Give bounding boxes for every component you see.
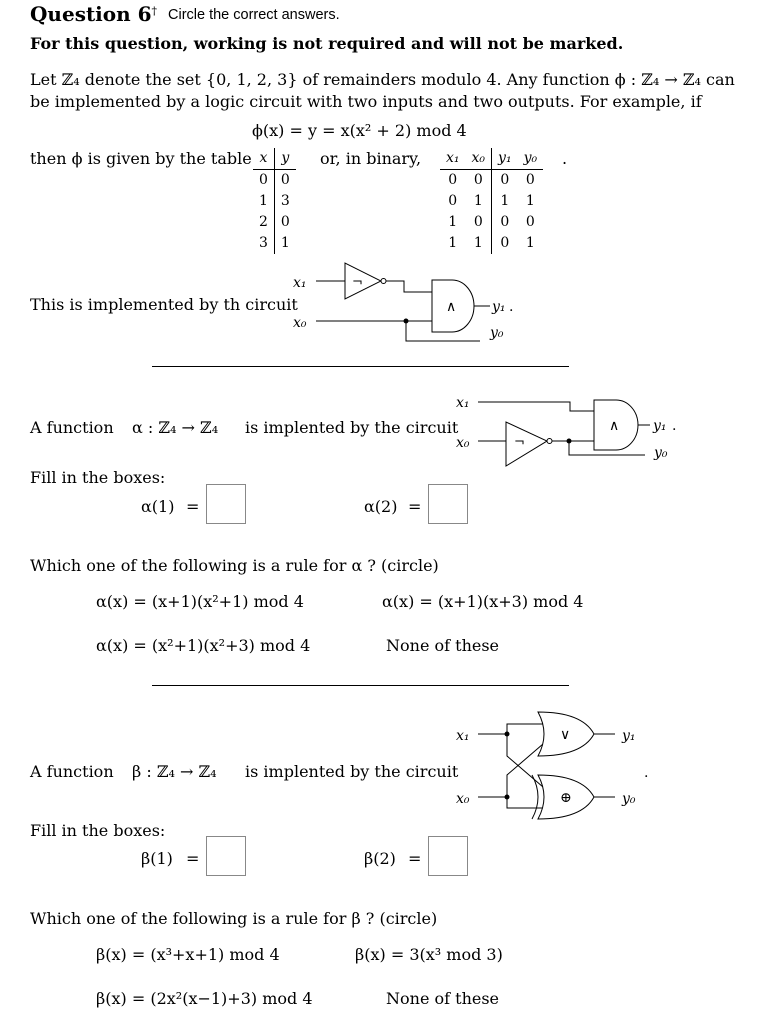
table-header-cell: x <box>253 148 274 170</box>
table-cell: 0 <box>500 172 510 188</box>
equals-sign: = <box>408 849 422 868</box>
working-note: For this question, working is not required and will not be marked. <box>30 34 624 53</box>
output-y1-label: y₁ <box>622 728 636 744</box>
question-number: Question 6 <box>30 2 152 26</box>
table-cell: 0 <box>466 212 492 233</box>
beta-1-answer-box[interactable] <box>206 836 246 876</box>
input-x1-label: x₁ <box>456 728 470 744</box>
output-dot: . <box>509 299 514 315</box>
beta-box2-label: β(2) <box>364 849 396 868</box>
junction-dot <box>505 795 510 800</box>
output-y1-label: y₁ <box>492 299 506 315</box>
beta-box1-label: β(1) <box>141 849 173 868</box>
alpha-fill-label: Fill in the boxes: <box>30 468 166 487</box>
table-cell: 0 <box>500 235 510 251</box>
alpha-intro-suffix: is implented by the circuit <box>245 418 459 437</box>
binary-text: or, in binary, <box>320 149 422 168</box>
junction-dot <box>505 732 510 737</box>
beta-option-4[interactable]: None of these <box>386 989 500 1008</box>
beta-option-1[interactable]: β(x) = (x³+x+1) mod 4 <box>96 945 280 964</box>
table-cell: 1 <box>448 235 458 251</box>
and-gate-symbol: ∧ <box>446 299 457 315</box>
table-cell: 1 <box>525 235 535 251</box>
beta-question: Which one of the following is a rule for β ? (circle) <box>30 909 438 928</box>
alpha-box1-label: α(1) <box>141 497 175 516</box>
output-y0-label: y₀ <box>622 791 636 807</box>
table-cell: 0 <box>466 170 492 192</box>
example-formula: ϕ(x) = y = x(x² + 2) mod 4 <box>252 121 467 140</box>
table-cell: 0 <box>280 214 290 230</box>
beta-2-answer-box[interactable] <box>428 836 468 876</box>
output-y1-label: y₁ <box>653 418 667 434</box>
alpha-option-3[interactable]: α(x) = (x²+1)(x²+3) mod 4 <box>96 636 311 655</box>
table-cell: 1 <box>448 214 458 230</box>
table-cell: 3 <box>280 193 290 209</box>
example-circuit-label: This is implemented by th circuit <box>30 295 298 314</box>
table-cell: 0 <box>525 172 535 188</box>
table-cell: 3 <box>253 233 274 254</box>
table-cell: 1 <box>253 191 274 212</box>
beta-wires <box>478 712 615 819</box>
table-cell: 0 <box>280 172 290 188</box>
output-y0-label: y₀ <box>490 325 504 341</box>
or-gate-symbol: ∨ <box>560 727 571 743</box>
table-cell: 0 <box>448 172 458 188</box>
intro-line-2: be implemented by a logic circuit with two inputs and two outputs. For example, if <box>30 92 702 111</box>
table-cell: 1 <box>525 193 535 209</box>
table-cell: 0 <box>253 170 274 192</box>
and-gate-symbol: ∧ <box>609 418 620 434</box>
table-cell: 1 <box>280 235 290 251</box>
equals-sign: = <box>408 497 422 516</box>
xor-gate-symbol: ⊕ <box>560 790 572 806</box>
dagger-mark: † <box>151 4 158 18</box>
equals-sign: = <box>186 849 200 868</box>
input-x0-label: x₀ <box>293 315 307 331</box>
input-x0-label: x₀ <box>456 791 470 807</box>
instruction: Circle the correct answers. <box>168 7 340 23</box>
equals-sign: = <box>186 497 200 516</box>
not-gate-symbol: ¬ <box>352 275 363 290</box>
table-cell: 0 <box>448 193 458 209</box>
beta-intro-suffix: is implented by the circuit <box>245 762 459 781</box>
table-header-cell: y <box>274 148 295 170</box>
beta-function: β : ℤ₄ → ℤ₄ <box>132 762 217 781</box>
alpha-function: α : ℤ₄ → ℤ₄ <box>132 418 219 437</box>
beta-option-3[interactable]: β(x) = (2x²(x−1)+3) mod 4 <box>96 989 313 1008</box>
input-x0-label: x₀ <box>456 435 470 451</box>
table-cell: 0 <box>500 214 510 230</box>
table-period: . <box>562 149 568 168</box>
table-cell: 1 <box>466 233 492 254</box>
output-y0-label: y₀ <box>654 445 668 461</box>
intro-line-1: Let ℤ₄ denote the set {0, 1, 2, 3} of remainders modulo 4. Any function ϕ : ℤ₄ → ℤ₄ can <box>30 70 735 89</box>
table-cell: 1 <box>466 191 492 212</box>
output-dot: . <box>644 765 649 781</box>
input-x1-label: x₁ <box>293 275 307 291</box>
alpha-option-2[interactable]: α(x) = (x+1)(x+3) mod 4 <box>382 592 584 611</box>
table-header-cell: y₀ <box>518 148 544 170</box>
alpha-option-4[interactable]: None of these <box>386 636 500 655</box>
table-header-cell: x₁ <box>440 148 466 170</box>
beta-fill-label: Fill in the boxes: <box>30 821 166 840</box>
table-header-cell: x₀ <box>466 148 492 170</box>
alpha-intro-prefix: A function <box>30 418 114 437</box>
then-text: then ϕ is given by the table <box>30 149 252 168</box>
table-cell: 2 <box>253 212 274 233</box>
not-gate-symbol: ¬ <box>514 435 525 450</box>
table-cell: 0 <box>525 214 535 230</box>
beta-option-2[interactable]: β(x) = 3(x³ mod 3) <box>355 945 503 964</box>
alpha-question: Which one of the following is a rule for α ? (circle) <box>30 556 439 575</box>
beta-intro-prefix: A function <box>30 762 114 781</box>
alpha-box2-label: α(2) <box>364 497 398 516</box>
output-dot: . <box>672 418 677 434</box>
alpha-option-1[interactable]: α(x) = (x+1)(x²+1) mod 4 <box>96 592 304 611</box>
input-x1-label: x₁ <box>456 395 470 411</box>
table-header-cell: y₁ <box>492 148 518 170</box>
table-cell: 1 <box>500 193 510 209</box>
